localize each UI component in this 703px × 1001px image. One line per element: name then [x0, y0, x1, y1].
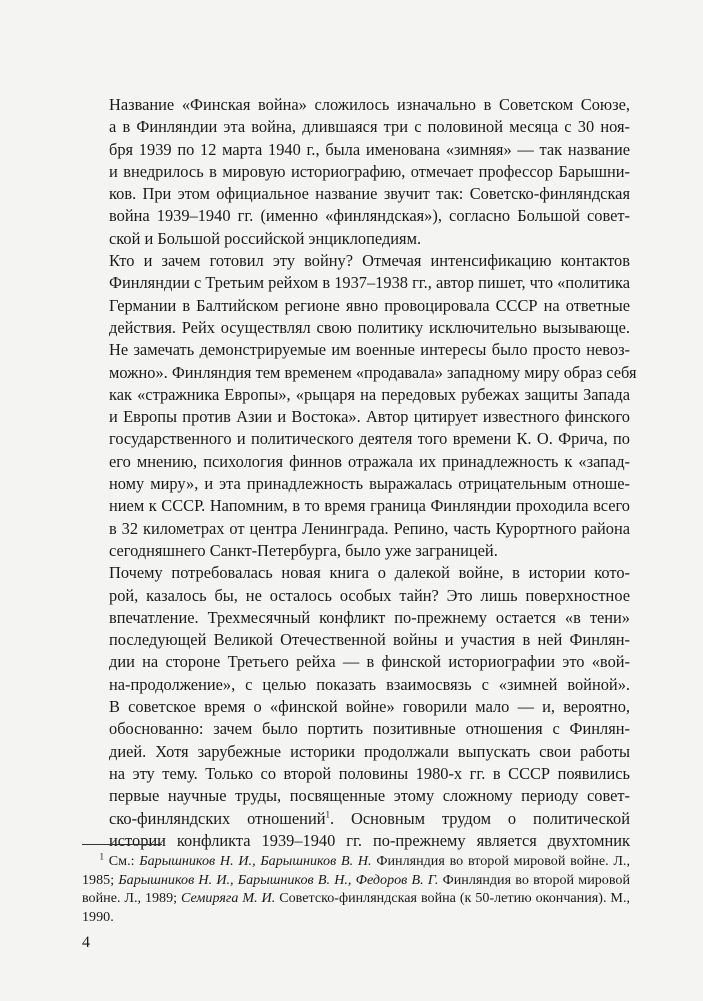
- text-line: ному миру», и эта принадлежность выражалась отрицательным отноше-: [109, 474, 630, 494]
- footnote-number: 1: [99, 851, 104, 862]
- text-line: и Европы против Азии и Востока». Автор цитирует известного финского: [109, 407, 630, 427]
- footnote-author: Семиряга М. И.: [181, 890, 276, 907]
- text-line-with-footnote-ref: [82, 808, 630, 830]
- text-line: дией. Хотя зарубежные историки продолжали выпускать свои работы: [109, 741, 630, 761]
- text-line: государственного и политического деятеля того времени К. О. Фрича, по: [109, 429, 630, 449]
- text-fragment: . Основным трудом о политической: [330, 808, 630, 828]
- main-text: [82, 94, 637, 852]
- text-line: рой, казалось бы, не осталось особых тайн? Это лишь поверхностное: [109, 585, 630, 605]
- footnote-author: Барышников Н. И., Барышников В. Н.: [139, 853, 372, 869]
- text-line: на-продолжение», с целью показать взаимосвязь с «зимней войной».: [109, 674, 630, 694]
- footnote: [82, 852, 630, 926]
- text-line: впечатление. Трехмесячный конфликт по-прежнему остается «в тени»: [109, 607, 630, 627]
- footnote-text: Советско-финляндская война (к 50-летию окончания). М., 1990.: [82, 890, 630, 925]
- text-line: Почему потребовалась новая книга о далекой войне, в истории кото-: [109, 563, 630, 583]
- footnote-divider: [82, 844, 162, 845]
- text-line: Не замечать демонстрируемые им военные интересы было просто невоз-: [109, 340, 630, 360]
- text-line: действия. Рейх осуществлял свою политику исключительно вызывающе.: [109, 317, 630, 337]
- paragraph-3: [82, 562, 630, 852]
- text-line: дии на стороне Третьего рейха — в финской историографии это «вой-: [109, 652, 630, 672]
- text-line: и внедрилось в мировую историографию, отмечает профессор Барышни-: [109, 161, 630, 181]
- text-line: бря 1939 по 12 марта 1940 г., была именована «зимняя» — так название: [109, 139, 630, 159]
- text-line: его мнению, психология финнов отражала их принадлежность к «запад-: [109, 451, 630, 471]
- text-line: ской и Большой российской энциклопедиям.: [109, 228, 422, 248]
- footnote-text: Финляндия во второй мировой войне. Л., 1985;: [82, 853, 630, 888]
- text-line: как «стражника Европы», «рыцаря на передовых рубежах защиты Запада: [109, 384, 630, 404]
- text-line: ков. При этом официальное название звучит так: Советско-финляндская: [109, 184, 630, 204]
- text-line: сегодняшнего Санкт-Петербурга, было уже заграницей.: [109, 540, 498, 560]
- text-line: война 1939–1940 гг. (именно «финляндская»), согласно Большой совет-: [109, 206, 630, 226]
- paragraph-2: [82, 250, 637, 562]
- text-line: последующей Великой Отечественной войны и участия в ней Финлян-: [109, 630, 630, 650]
- footnote-prefix: См.:: [108, 853, 135, 869]
- page-number: 4: [82, 934, 90, 951]
- paragraph-1: [82, 94, 630, 250]
- text-line: в 32 километрах от центра Ленинграда. Репино, часть Курортного района: [109, 518, 630, 538]
- text-line: Финляндии с Третьим рейхом в 1937–1938 гг., автор пишет, что «политика: [109, 273, 630, 293]
- text-line: нием к СССР. Напомним, в то время граница Финляндии проходила всего: [109, 496, 630, 516]
- footnote-ref[interactable]: 1: [325, 809, 330, 820]
- text-line: В советское время о «финской войне» говорили мало — и, вероятно,: [109, 697, 630, 717]
- text-fragment: ско-финляндских отношений: [109, 808, 326, 828]
- text-line: можно». Финляндия тем временем «продавала» западному миру образ себя: [109, 362, 637, 382]
- footnote-author: Барышников Н. И., Барышников В. Н., Федоров В. Г.: [118, 871, 439, 888]
- text-line: первые научные труды, посвященные этому сложному периоду совет-: [109, 786, 630, 806]
- text-line: на эту тему. Только со второй половины 1980-х гг. в СССР появились: [109, 763, 630, 783]
- text-line: а в Финляндии эта война, длившаяся три с половиной месяца с 30 ноя-: [109, 117, 630, 137]
- text-line: Кто и зачем готовил эту войну? Отмечая интенсификацию контактов: [109, 251, 630, 271]
- footnote-text: Финляндия во второй мировой войне. Л., 1989;: [82, 871, 631, 907]
- text-line: Название «Финская война» сложилось изначально в Советском Союзе,: [109, 95, 630, 114]
- text-line: истории конфликта 1939–1940 гг. по-прежнему является двухтомник: [109, 830, 630, 850]
- text-line: обоснованно: зачем было портить позитивные отношения с Финлян-: [109, 719, 630, 739]
- text-line: Германии в Балтийском регионе явно провоцировала СССР на ответные: [109, 295, 630, 315]
